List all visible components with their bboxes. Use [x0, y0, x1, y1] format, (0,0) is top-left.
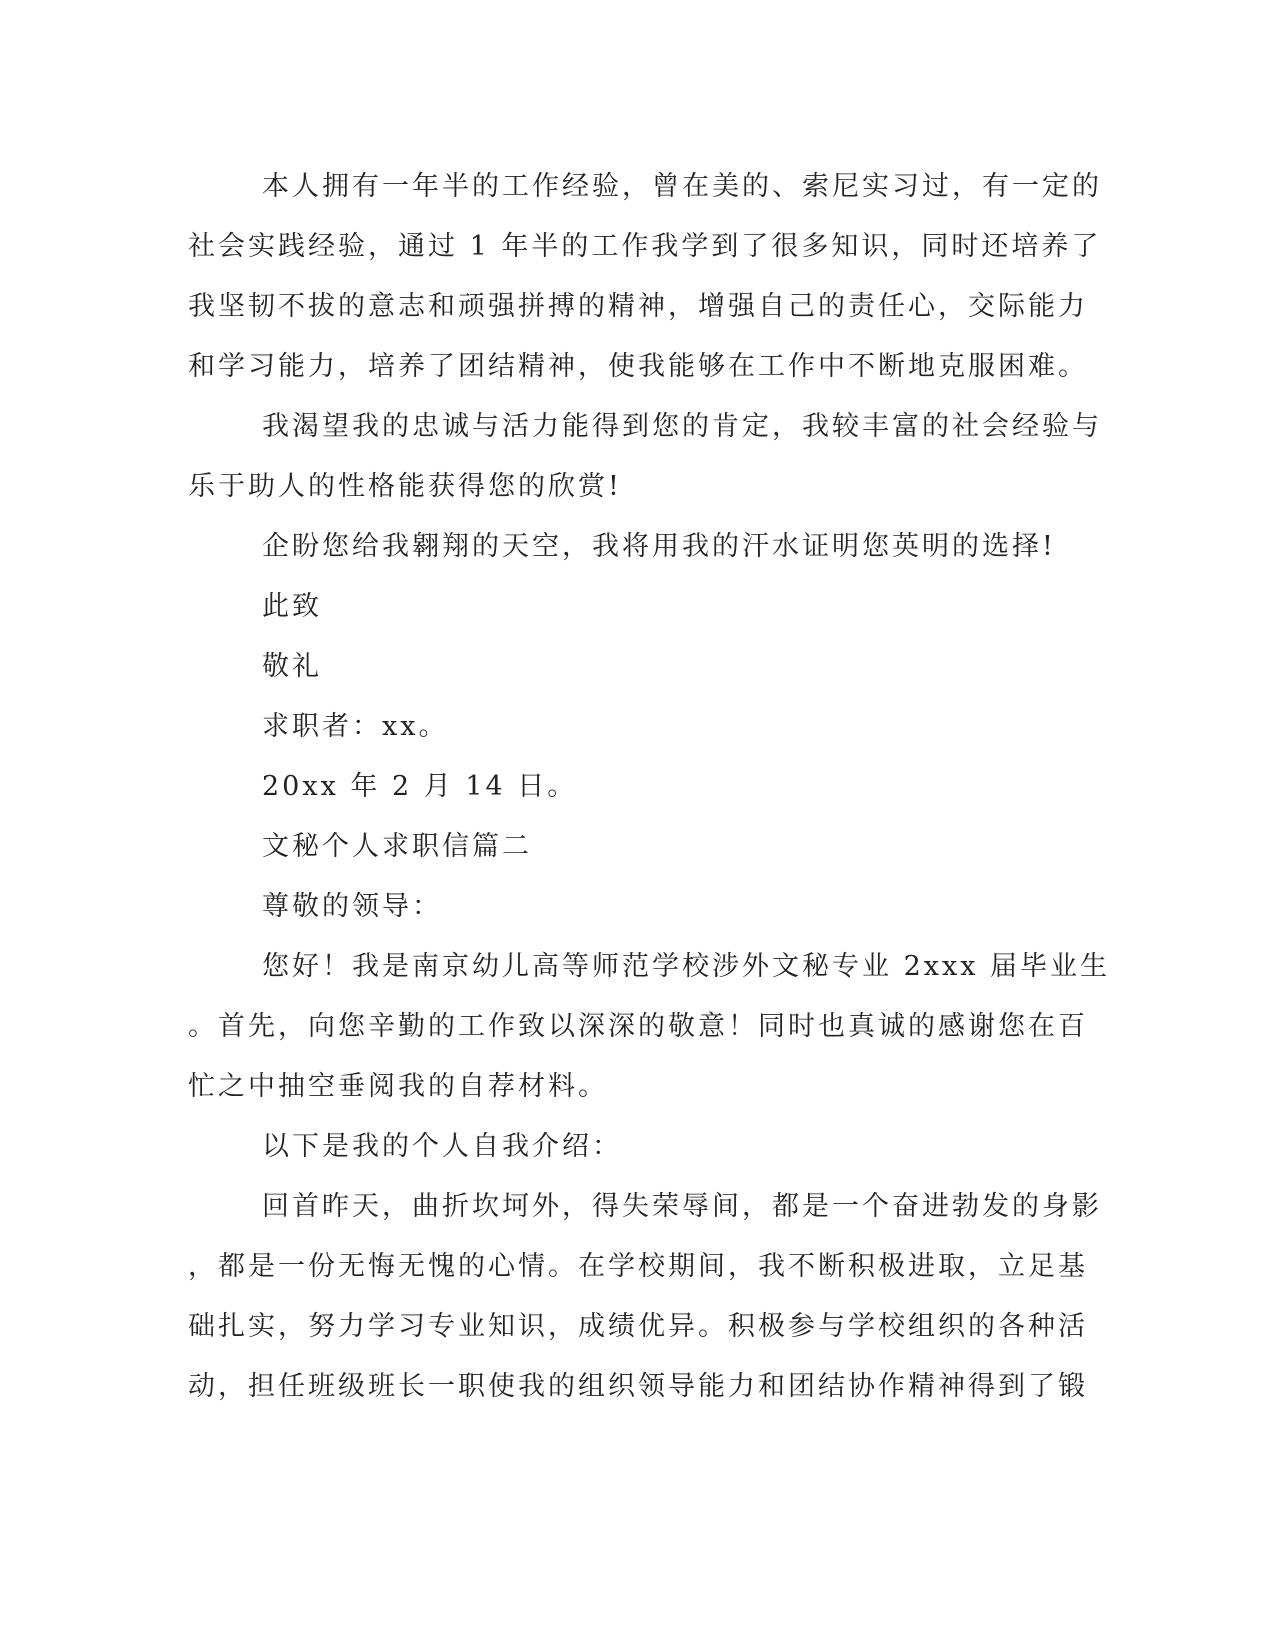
section-title: 文秘个人求职信篇二 [262, 831, 532, 862]
paragraph-line: 以下是我的个人自我介绍： [262, 1131, 622, 1162]
date-line: 20xx 年 2 月 14 日。 [262, 771, 578, 802]
paragraph-line: 忙之中抽空垂阅我的自荐材料。 [188, 1071, 608, 1102]
paragraph-line: 我渴望我的忠诚与活力能得到您的肯定，我较丰富的社会经验与 [262, 411, 1102, 442]
paragraph-line: 本人拥有一年半的工作经验，曾在美的、索尼实习过，有一定的 [262, 171, 1102, 202]
paragraph-line: ，都是一份无悔无愧的心情。在学校期间，我不断积极进取，立足基 [188, 1251, 1088, 1282]
paragraph-line: 您好！我是南京幼儿高等师范学校涉外文秘专业 2xxx 届毕业生 [262, 951, 1111, 982]
paragraph-line: 社会实践经验，通过 1 年半的工作我学到了很多知识，同时还培养了 [188, 231, 1102, 262]
paragraph-line: 动，担任班级班长一职使我的组织领导能力和团结协作精神得到了锻 [188, 1371, 1088, 1402]
paragraph-line: 。首先，向您辛勤的工作致以深深的敬意！同时也真诚的感谢您在百 [188, 1011, 1088, 1042]
paragraph-line: 回首昨天，曲折坎坷外，得失荣辱间，都是一个奋进勃发的身影 [262, 1191, 1102, 1222]
salutation-line: 尊敬的领导： [262, 891, 442, 922]
paragraph-line: 和学习能力，培养了团结精神，使我能够在工作中不断地克服困难。 [188, 351, 1088, 382]
paragraph-line: 我坚韧不拔的意志和顽强拼搏的精神，增强自己的责任心，交际能力 [188, 291, 1088, 322]
closing-line: 此致 [262, 591, 322, 622]
signature-line: 求职者：xx。 [262, 711, 449, 742]
closing-line: 敬礼 [262, 651, 322, 682]
paragraph-line: 乐于助人的性格能获得您的欣赏! [188, 471, 622, 502]
paragraph-line: 企盼您给我翱翔的天空，我将用我的汗水证明您英明的选择! [262, 531, 1056, 562]
paragraph-line: 础扎实，努力学习专业知识，成绩优异。积极参与学校组织的各种活 [188, 1311, 1088, 1342]
